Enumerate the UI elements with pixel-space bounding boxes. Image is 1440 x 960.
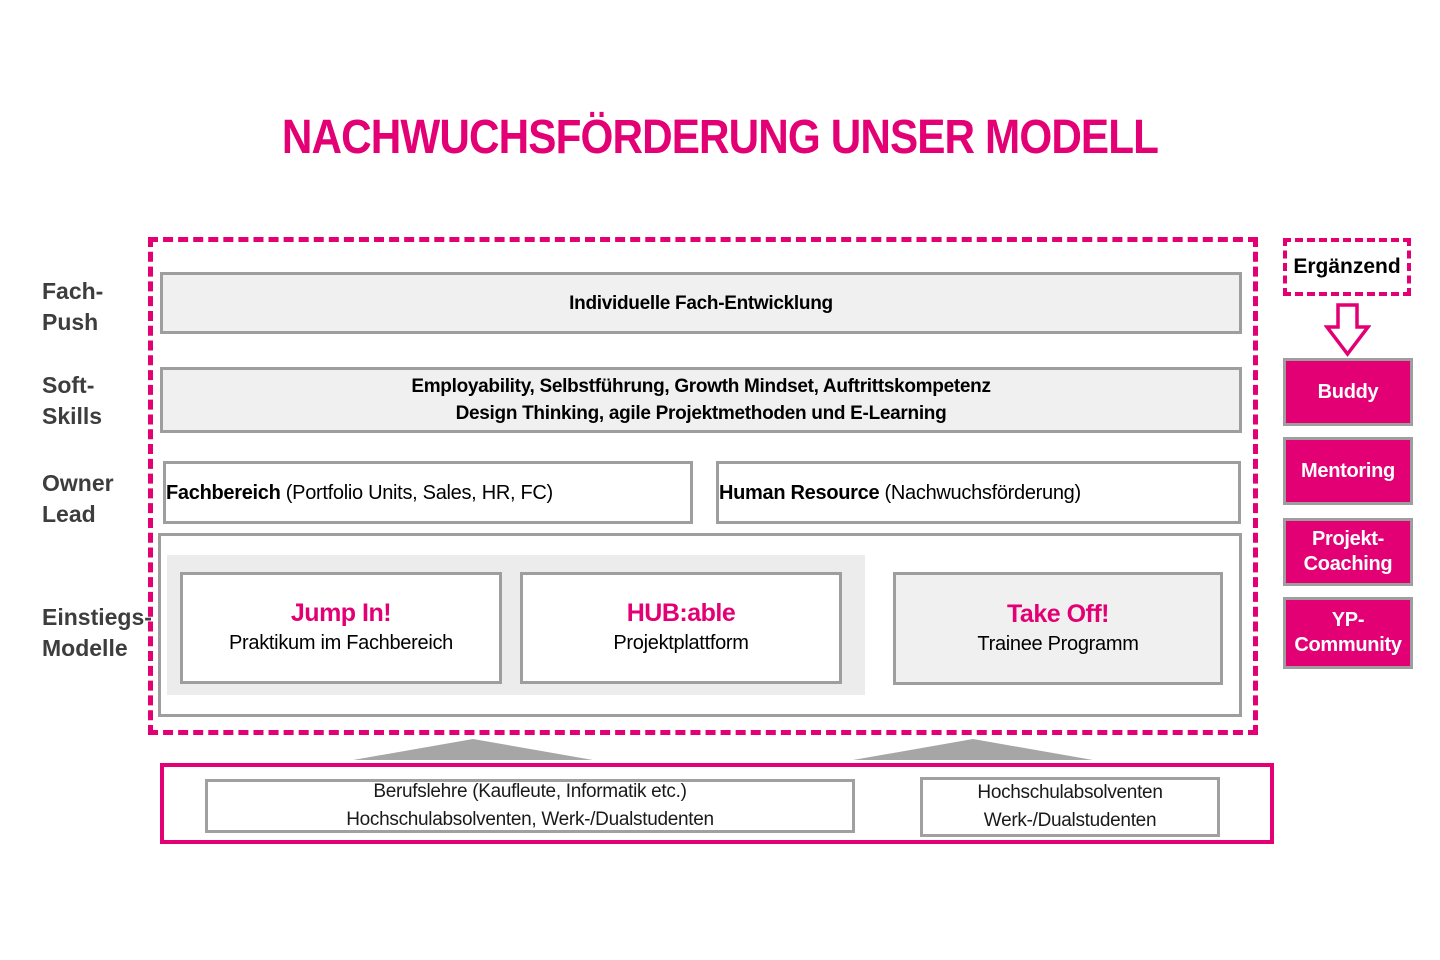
row-label-einstiegs-modelle (42, 602, 152, 664)
supplement-label: Mentoring (1301, 459, 1395, 482)
supplement-box-projekt-coaching (1283, 518, 1413, 586)
jump-in-subtitle: Praktikum im Fachbereich (229, 632, 453, 654)
down-arrow-icon (1324, 303, 1371, 357)
row-label-line: Modelle (42, 635, 128, 661)
supplement-label-line: YP- (1331, 609, 1365, 631)
entry-path-right-line-1: Hochschulabsolventen (977, 782, 1163, 803)
fachbereich-title: Fachbereich (166, 481, 281, 504)
jump-in-box (180, 572, 502, 684)
supplement-label-line: Projekt- (1311, 528, 1385, 550)
entry-path-right-line-2: Werk-/Dualstudenten (983, 810, 1157, 831)
entry-path-left-line-2: Hochschulabsolventen, Werk-/Dualstudenten (346, 809, 714, 830)
take-off-box (893, 572, 1223, 685)
row-label-fach-push (42, 276, 103, 338)
row-label-line: Fach- (42, 278, 104, 304)
supplement-label: Buddy (1317, 380, 1379, 403)
soft-skills-line-1: Employability, Selbstführung, Growth Mindset, Auftrittskompetenz (411, 376, 991, 397)
row-label-owner-lead (42, 468, 114, 530)
row-label-line: Owner (42, 470, 114, 496)
arrow-up-left-icon (353, 739, 593, 760)
hub-able-subtitle: Projektplattform (613, 632, 749, 654)
take-off-title: Take Off! (1007, 599, 1109, 628)
supplement-box-mentoring (1283, 437, 1413, 505)
row-label-soft-skills (42, 370, 102, 432)
human-resource-box (716, 461, 1241, 524)
human-resource-text (705, 481, 1252, 505)
supplement-box-buddy (1283, 358, 1413, 426)
hub-able-title: HUB:able (626, 599, 736, 627)
fach-push-box (160, 272, 1242, 334)
supplement-box-yp-community (1283, 597, 1413, 669)
entry-path-left-box (205, 779, 855, 833)
fachbereich-detail: (Portfolio Units, Sales, HR, FC) (280, 481, 553, 504)
row-label-line: Einstiegs- (42, 604, 152, 630)
hub-able-box (520, 572, 842, 684)
entry-paths-box (160, 763, 1274, 844)
ergaenzend-box (1283, 238, 1411, 296)
row-label-line: Lead (42, 501, 96, 527)
fach-push-text: Individuelle Fach-Entwicklung (569, 292, 833, 314)
entry-path-left-line-1: Berufslehre (Kaufleute, Informatik etc.) (373, 781, 687, 802)
human-resource-detail: (Nachwuchsförderung) (879, 481, 1081, 504)
fachbereich-text (152, 481, 704, 505)
supplement-label-line: Community (1294, 634, 1402, 656)
jump-in-title: Jump In! (290, 599, 392, 627)
fachbereich-box (163, 461, 693, 524)
arrow-up-right-icon (853, 739, 1093, 760)
row-label-line: Soft- (42, 372, 95, 398)
slide-title: NACHWUCHSFÖRDERUNG UNSER MODELL (281, 111, 1159, 164)
entry-path-right-box (920, 777, 1220, 837)
ergaenzend-label: Ergänzend (1293, 255, 1401, 278)
soft-skills-line-2: Design Thinking, agile Projektmethoden und E-Learning (455, 403, 947, 424)
supplement-label-line: Coaching (1303, 553, 1393, 575)
soft-skills-box (160, 367, 1242, 433)
row-label-line: Push (42, 309, 99, 335)
take-off-subtitle: Trainee Programm (977, 632, 1139, 655)
human-resource-title: Human Resource (719, 481, 880, 504)
row-label-line: Skills (42, 403, 103, 429)
